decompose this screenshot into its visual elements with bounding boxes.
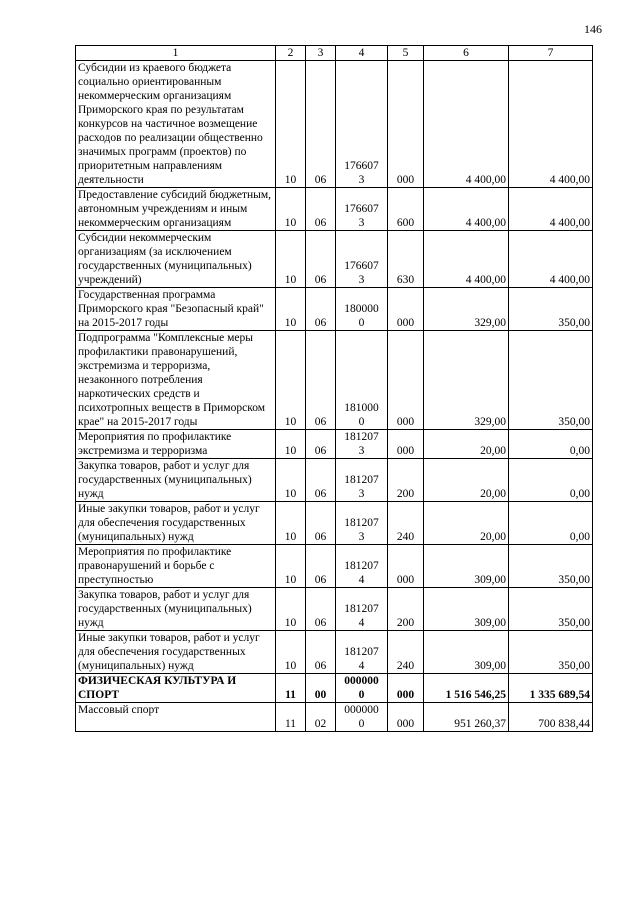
row-name-cell: Подпрограмма "Комплексные меры профилактики правонарушений, экстремизма и терроризма, незаконного потребления наркотических средств и психотропных веществ в Приморском крае" на 2015-2017 годы [76, 331, 276, 430]
table-row [76, 674, 593, 703]
row-name-cell: Закупка товаров, работ и услуг для государственных (муниципальных) нужд [76, 588, 276, 631]
header-cell: 4 [336, 46, 388, 61]
row-name-cell: Государственная программа Приморского края "Безопасный край" на 2015-2017 годы [76, 288, 276, 331]
amount-year2-cell: 4 400,00 [509, 188, 593, 231]
target-article-cell: 181207 3 [336, 430, 388, 459]
target-article-cell: 181207 4 [336, 545, 388, 588]
section-code-cell: 10 [276, 430, 306, 459]
amount-year2-cell: 4 400,00 [509, 231, 593, 288]
section-code-cell: 10 [276, 61, 306, 188]
subsection-code-cell: 06 [306, 188, 336, 231]
subsection-code-cell: 06 [306, 231, 336, 288]
table-row [76, 459, 593, 502]
row-name-cell: Мероприятия по профилактике экстремизма и терроризма [76, 430, 276, 459]
row-name-cell: Массовый спорт [76, 703, 276, 732]
amount-year2-cell: 1 335 689,54 [509, 674, 593, 703]
target-article-cell: 181000 0 [336, 331, 388, 430]
amount-year1-cell: 951 260,37 [424, 703, 509, 732]
row-name-cell: Предоставление субсидий бюджетным, автономным учреждениям и иным некоммерческим организациям [76, 188, 276, 231]
amount-year1-cell: 20,00 [424, 430, 509, 459]
table-row [76, 61, 593, 188]
subsection-code-cell: 06 [306, 61, 336, 188]
expense-type-cell: 240 [388, 502, 424, 545]
expense-type-cell: 000 [388, 703, 424, 732]
subsection-code-cell: 00 [306, 674, 336, 703]
subsection-code-cell: 06 [306, 545, 336, 588]
amount-year1-cell: 309,00 [424, 588, 509, 631]
subsection-code-cell: 06 [306, 588, 336, 631]
row-name-cell: Закупка товаров, работ и услуг для государственных (муниципальных) нужд [76, 459, 276, 502]
target-article-cell: 000000 0 [336, 703, 388, 732]
row-name-cell: Иные закупки товаров, работ и услуг для обеспечения государственных (муниципальных) нужд [76, 631, 276, 674]
amount-year2-cell: 0,00 [509, 459, 593, 502]
row-name-cell: Иные закупки товаров, работ и услуг для обеспечения государственных (муниципальных) нужд [76, 502, 276, 545]
table-row [76, 288, 593, 331]
section-code-cell: 10 [276, 231, 306, 288]
header-cell: 2 [276, 46, 306, 61]
amount-year1-cell: 4 400,00 [424, 188, 509, 231]
expense-type-cell: 200 [388, 459, 424, 502]
table-row [76, 703, 593, 732]
table-row [76, 545, 593, 588]
section-code-cell: 11 [276, 674, 306, 703]
amount-year1-cell: 309,00 [424, 545, 509, 588]
target-article-cell: 181207 4 [336, 631, 388, 674]
table-row [76, 331, 593, 430]
amount-year2-cell: 350,00 [509, 288, 593, 331]
subsection-code-cell: 06 [306, 288, 336, 331]
table-row [76, 502, 593, 545]
target-article-cell: 181207 4 [336, 588, 388, 631]
section-code-cell: 10 [276, 288, 306, 331]
page-number: 146 [584, 22, 602, 36]
section-code-cell: 10 [276, 631, 306, 674]
expense-type-cell: 630 [388, 231, 424, 288]
target-article-cell: 181207 3 [336, 459, 388, 502]
amount-year1-cell: 309,00 [424, 631, 509, 674]
target-article-cell: 000000 0 [336, 674, 388, 703]
subsection-code-cell: 06 [306, 331, 336, 430]
amount-year1-cell: 329,00 [424, 288, 509, 331]
row-name-cell: ФИЗИЧЕСКАЯ КУЛЬТУРА И СПОРТ [76, 674, 276, 703]
amount-year1-cell: 329,00 [424, 331, 509, 430]
expense-type-cell: 000 [388, 545, 424, 588]
amount-year2-cell: 700 838,44 [509, 703, 593, 732]
row-name-cell: Субсидии из краевого бюджета социально ориентированным некоммерческим организациям Приморского края по результатам конкурсов на частичное возмещение расходов по реализации общественно значимых программ (проектов) по приоритетным направлениям деятельности [76, 61, 276, 188]
amount-year1-cell: 4 400,00 [424, 61, 509, 188]
expense-type-cell: 000 [388, 430, 424, 459]
subsection-code-cell: 06 [306, 459, 336, 502]
table-row [76, 430, 593, 459]
target-article-cell: 176607 3 [336, 61, 388, 188]
section-code-cell: 10 [276, 188, 306, 231]
expense-type-cell: 600 [388, 188, 424, 231]
table-row [76, 631, 593, 674]
subsection-code-cell: 06 [306, 631, 336, 674]
expense-type-cell: 240 [388, 631, 424, 674]
header-cell: 7 [509, 46, 593, 61]
target-article-cell: 180000 0 [336, 288, 388, 331]
amount-year2-cell: 4 400,00 [509, 61, 593, 188]
row-name-cell: Субсидии некоммерческим организациям (за исключением государственных (муниципальных) учреждений) [76, 231, 276, 288]
amount-year1-cell: 4 400,00 [424, 231, 509, 288]
expense-type-cell: 000 [388, 331, 424, 430]
section-code-cell: 10 [276, 502, 306, 545]
row-name-cell: Мероприятия по профилактике правонарушений и борьбе с преступностью [76, 545, 276, 588]
expense-type-cell: 200 [388, 588, 424, 631]
subsection-code-cell: 02 [306, 703, 336, 732]
target-article-cell: 176607 3 [336, 188, 388, 231]
subsection-code-cell: 06 [306, 430, 336, 459]
section-code-cell: 10 [276, 331, 306, 430]
section-code-cell: 10 [276, 545, 306, 588]
amount-year2-cell: 350,00 [509, 545, 593, 588]
amount-year2-cell: 350,00 [509, 331, 593, 430]
amount-year2-cell: 350,00 [509, 631, 593, 674]
amount-year2-cell: 350,00 [509, 588, 593, 631]
expense-type-cell: 000 [388, 674, 424, 703]
target-article-cell: 176607 3 [336, 231, 388, 288]
header-cell: 3 [306, 46, 336, 61]
amount-year1-cell: 1 516 546,25 [424, 674, 509, 703]
section-code-cell: 10 [276, 459, 306, 502]
table-row [76, 231, 593, 288]
amount-year1-cell: 20,00 [424, 502, 509, 545]
expense-type-cell: 000 [388, 288, 424, 331]
section-code-cell: 10 [276, 588, 306, 631]
amount-year2-cell: 0,00 [509, 502, 593, 545]
table-row [76, 188, 593, 231]
subsection-code-cell: 06 [306, 502, 336, 545]
expense-type-cell: 000 [388, 61, 424, 188]
header-cell: 6 [424, 46, 509, 61]
header-cell: 5 [388, 46, 424, 61]
section-code-cell: 11 [276, 703, 306, 732]
header-cell: 1 [76, 46, 276, 61]
amount-year2-cell: 0,00 [509, 430, 593, 459]
budget-table [75, 45, 593, 732]
header-row [76, 46, 593, 61]
target-article-cell: 181207 3 [336, 502, 388, 545]
amount-year1-cell: 20,00 [424, 459, 509, 502]
table-row [76, 588, 593, 631]
